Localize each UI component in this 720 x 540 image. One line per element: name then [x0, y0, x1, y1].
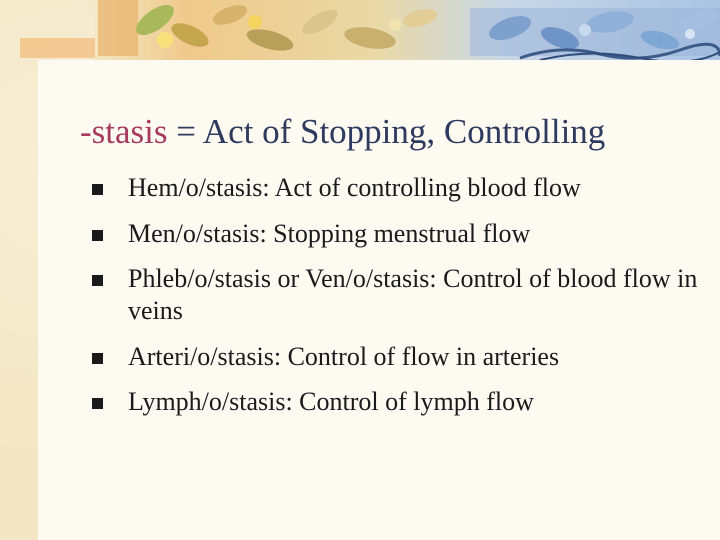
bullet-item — [92, 218, 702, 250]
bullet-item — [92, 341, 702, 373]
slide-title — [80, 112, 710, 152]
square-bullet-icon — [92, 353, 103, 364]
bullet-text: Men/o/stasis: Stopping menstrual flow — [128, 218, 531, 248]
bullet-text: Hem/o/stasis: Act of controlling blood flow — [128, 173, 581, 202]
bullet-list — [92, 172, 702, 432]
bullet-item — [92, 172, 702, 204]
decorative-banner — [0, 0, 720, 60]
square-bullet-icon — [92, 230, 103, 241]
bullet-text: Arteri/o/stasis: Control of flow in arteries — [128, 341, 560, 371]
title-definition: = Act of Stopping, Controlling — [167, 112, 606, 151]
bullet-item — [92, 386, 702, 418]
bullet-text: Lymph/o/stasis: Control of lymph flow — [128, 387, 534, 416]
square-bullet-icon — [92, 398, 103, 409]
square-bullet-icon — [92, 184, 103, 195]
bullet-text: Phleb/o/stasis or Ven/o/stasis: Control of blood flow in veins — [128, 264, 698, 325]
square-bullet-icon — [92, 275, 103, 286]
bullet-item — [92, 263, 702, 327]
title-suffix-term: -stasis — [80, 112, 168, 151]
floral-banner-graphic — [0, 0, 720, 60]
